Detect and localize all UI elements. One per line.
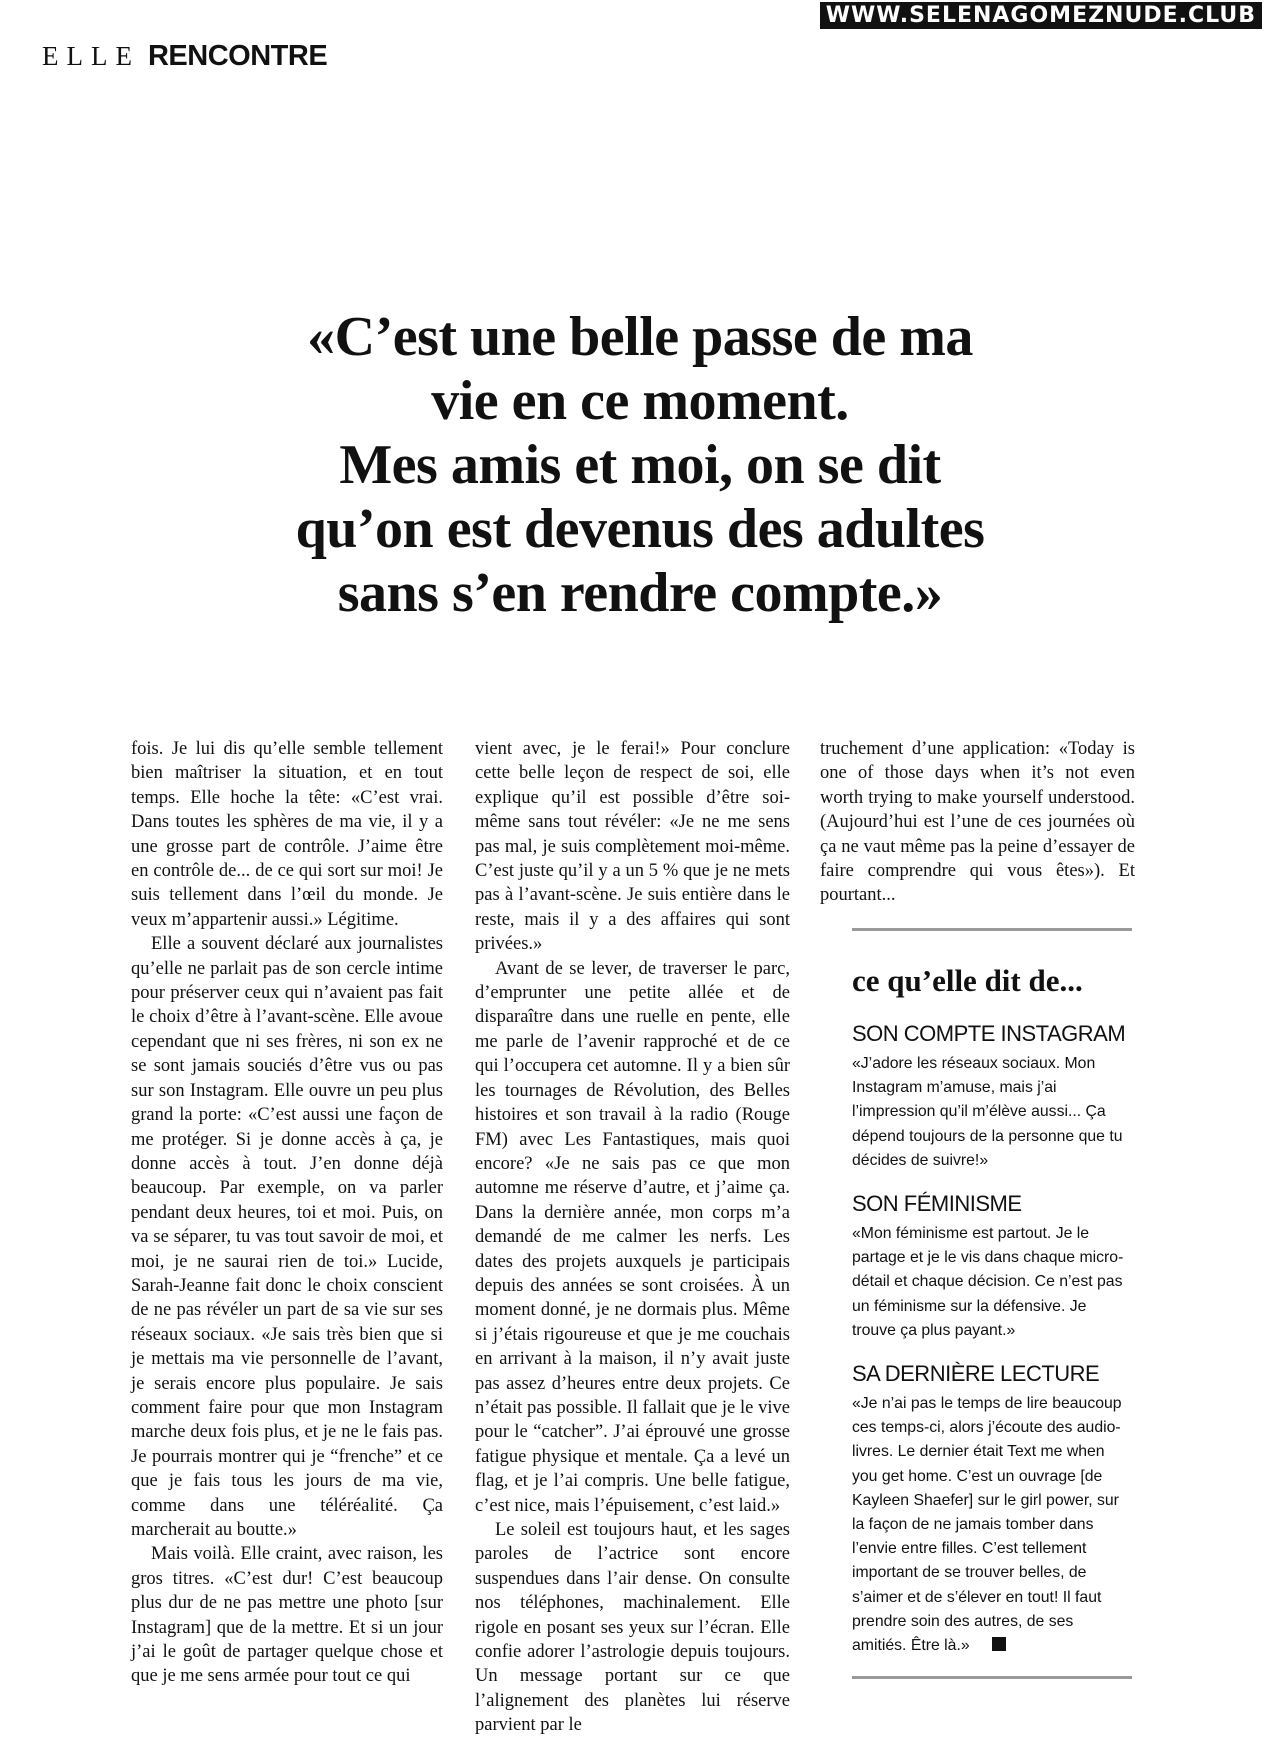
sidebar-text: «Je n’ai pas le temps de lire beaucoup ces temps-ci, alors j’écoute des audio-livres. Le dernier était Text me when you get home. C’est un ouvrage [de Kayleen Shaefer] sur le girl power, sur la façon de ne jamais tomber dans l’envie entre filles. C’est tellement important de se trouver belles, de s’aimer et de s’élever en tout! Il faut prendre soin des autres, de ses amitiés. Être là.»	[852, 1395, 1122, 1655]
article-column-1	[131, 737, 443, 1689]
paragraph: Elle a souvent déclaré aux journalistes qu’elle ne parlait pas de son cercle intime pour préserver ceux qui n’avaient pas fait le choix d’être à l’avant-scène. Elle avoue cependant que ni ses frères, ni son ex ne se sont jamais souciés d’être vus ou pas sur son Instagram. Elle ouvre un peu plus grand la porte: «C’est aussi une façon de me protéger. Si je donne accès à ça, je donne accès à tout. J’en donne déjà beaucoup. Par exemple, on va parler pendant deux heures, toi et moi. Puis, on va se séparer, tu vas tout savoir de moi, et moi, je ne saurai rien de toi.» Lucide, Sarah-Jeanne fait donc le choix conscient de ne pas révéler un part de sa vie sur ses réseaux sociaux. «Je sais très bien que si je mettais ma vie personnelle de l’avant, je serais encore plus populaire. Je sais comment faire pour que mon Instagram marche deux fois plus, et je ne le fais pas. Je pourrais montrer qui je “frenche” et ce que je fais tous les jours de ma vie, comme dans une téléréalité. Ça marcherait au boutte.»	[131, 934, 443, 1540]
divider	[852, 1676, 1132, 1679]
paragraph: fois. Je lui dis qu’elle semble tellement bien maîtriser la situation, et en tout temps. Elle hoche la tête: «C’est vrai. Dans toutes les sphères de ma vie, il y a une grosse part de contrôle. J’aime être en contrôle de... de ce qui sort sur moi! Je suis tellement dans l’œil du monde. Je veux m’appartenir aussi.» Légitime.	[131, 739, 443, 930]
article-column-2	[475, 737, 790, 1738]
sidebar-text: «J’adore les réseaux sociaux. Mon Instagram m’amuse, mais j’ai l’impression qu’il m’élève aussi... Ça dépend toujours de la personne que tu décides de suivre!»	[852, 1055, 1123, 1169]
paragraph: truchement d’une application: «Today is one of those days when it’s not even worth trying to make yourself understood. (Aujourd’hui est l’une de ces journées où ça ne vaut même pas la peine d’essayer de faire comprendre qui vous êtes»). Et pourtant...	[820, 739, 1135, 906]
section-title: RENCONTRE	[147, 40, 328, 72]
sidebar-text: «Mon féminisme est partout. Je le partage et je le vis dans chaque micro-détail et chaque décision. Ce n’est pas un féminisme sur la défensive. Je trouve ça plus payant.»	[852, 1225, 1124, 1339]
pull-quote-line: qu’on est devenus des adultes	[295, 498, 985, 560]
pull-quote-line: vie en ce moment.	[431, 370, 849, 432]
pull-quote-line: Mes amis et moi, on se dit	[339, 434, 941, 496]
pull-quote-line: sans s’en rendre compte.»	[337, 562, 943, 624]
sidebar-heading: SON COMPTE INSTAGRAM	[852, 1021, 1126, 1046]
sidebar-heading: SON FÉMINISME	[852, 1191, 1022, 1217]
paragraph: Le soleil est toujours haut, et les sages paroles de l’actrice sont encore suspendues dans l’air dense. On consulte nos téléphones, machinalement. Elle rigole en posant ses yeux sur l’écran. Elle confie adorer l’astrologie depuis toujours. Un message portant sur ce que l’alignement des planètes lui réserve parvient par le	[475, 1520, 790, 1736]
paragraph: Mais voilà. Elle craint, avec raison, les gros titres. «C’est dur! C’est beaucoup plus dur de ne pas mettre une photo [sur Instagram] que de la mettre. Et si un jour j’ai le goût de partager quelque chose et que je me sens armée pour tout ce qui	[131, 1544, 443, 1687]
paragraph: Avant de se lever, de traverser le parc, d’emprunter une petite allée et de disparaître dans une ruelle en pente, elle me parle de l’avenir rapproché et de ce qui l’occupera cet automne. Il y a bien sûr les tournages de Révolution, des Belles histoires et son travail à la radio (Rouge FM) avec Les Fantastiques, mais quoi encore? «Je ne sais pas ce que mon automne me réserve d’autre, et j’aime ça. Dans la dernière année, mon corps m’a demandé de me calmer les nerfs. Les dates des projets auxquels je participais depuis des années se sont croisées. À un moment donné, je ne dormais plus. Même si j’étais rigoureuse et que je me couchais en arrivant à la maison, il n’y avait juste pas assez d’heures entre deux projets. Ce n’était pas possible. Il fallait que je le vive pour le “catcher”. J’ai éprouvé une grosse fatigue physique et mentale. Ça a levé un flag, et je l’ai compris. Une belle fatigue, c’est nice, mais l’épuisement, c’est laid.»	[475, 958, 790, 1516]
pull-quote-line: «C’est une belle passe de ma	[307, 306, 973, 368]
sidebar-title: ce qu’elle dit de...	[852, 963, 1083, 998]
paragraph: vient avec, je le ferai!» Pour conclure cette belle leçon de respect de soi, elle explique qu’il est possible d’être soi-même sans tout révéler: «Je ne me sens pas mal, je suis complètement moi-même. C’est juste qu’il y a un 5 % que je ne mets pas à l’avant-scène. Je suis entière dans le reste, mais il y a des affaires qui sont privées.»	[475, 739, 790, 955]
pull-quote	[160, 305, 1120, 625]
end-mark-icon	[992, 1637, 1006, 1651]
article-column-3	[820, 737, 1135, 908]
page-header	[42, 40, 327, 73]
sidebar-text-last	[852, 1392, 1132, 1658]
sidebar-heading: SA DERNIÈRE LECTURE	[852, 1361, 1100, 1387]
divider	[852, 928, 1132, 931]
brand-logo: ELLE	[42, 41, 140, 71]
sidebar-box	[852, 928, 1132, 1679]
watermark: WWW.SELENAGOMEZNUDE.CLUB	[820, 2, 1262, 29]
